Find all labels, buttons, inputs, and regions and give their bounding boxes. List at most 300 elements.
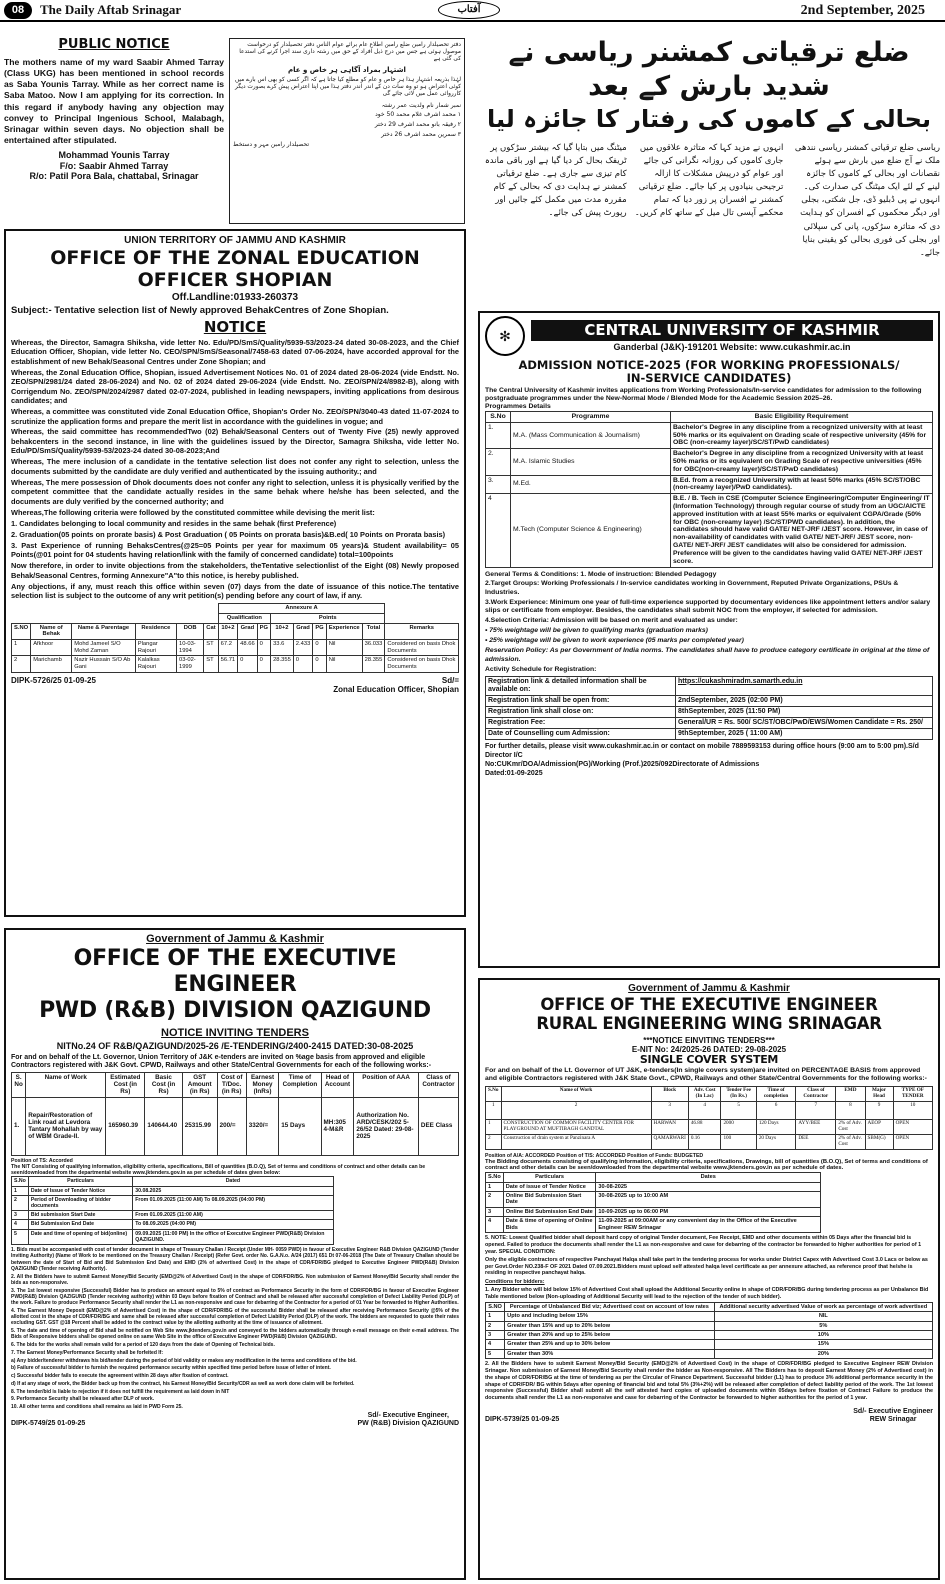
table-cell: ST xyxy=(204,656,218,672)
table-header: Class of Contractor xyxy=(796,1086,836,1101)
table-cell: Greater than 15% and up to 20% below xyxy=(505,1321,714,1330)
table-row xyxy=(486,1331,933,1340)
table-header: Time of Completion xyxy=(279,1072,321,1097)
table-cell: M.A. Islamic Studies xyxy=(511,449,671,475)
urdu-ad-row: ۳ سمرین محمد اشرف 26 دختر xyxy=(381,130,461,138)
table-cell: 0 xyxy=(313,656,326,672)
table-cell: 20% xyxy=(714,1349,932,1358)
cuk-terms xyxy=(485,571,933,675)
paper-name: The Daily Aftab Srinagar xyxy=(40,2,182,17)
urdu-ad-row: ۲ رفیقہ بانو محمد اشرف 29 دختر xyxy=(374,120,461,128)
table-row xyxy=(486,1134,933,1149)
table-cell: 5% xyxy=(714,1321,932,1330)
table-header: TYPE OF TENDER xyxy=(893,1086,932,1101)
table-header: Cat xyxy=(204,623,218,639)
column-number: 5 xyxy=(721,1101,756,1119)
pwd-condition: 8. The tender/bid is liable to rejection if it does not fulfill the requirement as laid down in NIT xyxy=(11,1388,230,1395)
cuk-term: Activity Schedule for Registration: xyxy=(485,665,597,673)
zeo-para: Any objections, if any, must reach this office within seven (07) days from the date of issuance of this notice.The tentative selection list is subject to the outcome of any writ petition(s) pending before any court of law, if any. xyxy=(11,581,459,600)
table-cell: 67.2 xyxy=(218,640,238,656)
table-cell: 11-09-2025 at 09:00AM or any convenient day in the Office of the Executive Engineer REW Srinagar xyxy=(596,1217,821,1233)
column-number: 3 xyxy=(651,1101,688,1119)
table-cell: 5 xyxy=(12,1229,29,1244)
table-row xyxy=(12,1097,459,1155)
rew-dipk: DIPK-5739/25 01-09-25 xyxy=(485,1415,560,1423)
table-cell: 120 Days xyxy=(756,1119,796,1134)
urdu-ad-intro: دفتر تحصیلدار رامبن ضلع رامبن اطلاع عام برائے عوام الناس دفتر تحصیلدار کو درخواست موصول ہوئی ہے جس میں درج ذیل افراد کے حق میں رشتہ داری سند اجرا کرنے کی استدعا کی گئی ہے xyxy=(239,42,461,62)
pwd-condition: 7. The Earnest Money/Performance Security shall be forfeited If: xyxy=(11,1349,163,1356)
table-cell: From 01.09.2025 (11:00 AM) To 08.09.2025 (04:00 PM) xyxy=(133,1195,333,1210)
rew-single-cover: SINGLE COVER SYSTEM xyxy=(639,1053,779,1067)
rew-nit-no: E-NIT No: 24/2025-26 DATED: 29-08-2025 xyxy=(631,1045,787,1055)
zeo-notice-heading: NOTICE xyxy=(203,317,267,336)
table-header: Programme xyxy=(511,411,671,422)
urdu-ad-heading: اشتہار بمراد آگاہی ہر خاص و عام xyxy=(288,65,406,74)
table-cell: ST xyxy=(204,640,218,656)
schedule-link[interactable]: https://cukashmiradm.samarth.edu.in xyxy=(676,676,933,695)
rew-sd: Sd/- Executive Engineer xyxy=(853,1407,933,1415)
pwd-schedule-table xyxy=(11,1176,334,1245)
table-header: Tender Fee (In Rs.) xyxy=(721,1086,756,1101)
table-row xyxy=(486,1191,821,1207)
table-row xyxy=(486,1119,933,1134)
cuk-term: 4.Selection Criteria: Admission will be based on merit and evaluated as under: xyxy=(485,617,738,625)
table-cell: Date of issue of Tender Notice xyxy=(503,1182,596,1191)
table-header: PG xyxy=(313,623,326,639)
column-number: 2 xyxy=(501,1101,651,1119)
table-cell: 20 Days xyxy=(756,1134,796,1149)
table-header: Basic Eligibility Requirement xyxy=(671,411,933,422)
pwd-condition: 9. Performance Security shall be released after DLP of work. xyxy=(11,1396,155,1403)
rew-signer: REW Srinagar xyxy=(869,1415,917,1423)
table-cell: Registration link shall close on: xyxy=(486,706,676,717)
zeo-landline: Off.Landline:01933-260373 xyxy=(171,292,299,304)
table-cell: 3 xyxy=(486,1207,504,1216)
table-cell: OPEN xyxy=(893,1119,932,1134)
table-cell: 4 xyxy=(12,1220,29,1229)
pwd-condition: c) Successful bidder fails to execute the agreement within 28 days after fixation of contract. xyxy=(11,1373,229,1380)
column-number: 7 xyxy=(796,1101,836,1119)
pwd-condition: 4. The Earnest Money Deposit (EMD@2% of Advertised Cost) in the shape of CDR/FDR/BG of the successful Bidder shall be released after receiving Performance Security @5% of the allotted cost in the shape of CDR/FDR/BG and same shall be released after successful completion of Defect Liability Period (DLP) of the work. The bidders are requested to quote their rates excluding GST. GST @18 Percent shall be added to the contract value by the allotting authority at the time of issuance of allotment. xyxy=(11,1307,459,1327)
cuk-footer: For further details, please visit www.cukashmir.ac.in or contact on mobile 7889593153 during office hours (9:00 am to 5:00 pm).S/d Director I/C xyxy=(485,743,919,760)
zeo-para: 1. Candidates belonging to local community and resides in the same behak (first Preference) xyxy=(11,518,337,528)
table-header: S.NO xyxy=(12,623,31,639)
table-cell: 25315.99 xyxy=(182,1097,217,1155)
pwd-works-table xyxy=(11,1072,459,1156)
rew-note: 1. Any Bidder who will bid below 15% of Advertised Cost shall upload the Additional Security online in shape of CDR/FDR/BG during tendering process as per Unbalance Bid Table mentioned below (Non-uploading of Additional Security will lead to the rejection of the tender of such bidder). xyxy=(485,1286,929,1300)
table-cell: MH:305 4-M&R xyxy=(321,1097,354,1155)
table-cell: Date of Counselling cum Admission: xyxy=(486,729,676,740)
table-cell: 10-09-2025 up to 06:00 PM xyxy=(596,1207,821,1216)
table-header: S.No xyxy=(12,1177,29,1186)
urdu-headline-1: ضلع ترقیاتی کمشنر ریاسی نے شدید بارش کے بعد xyxy=(508,37,910,102)
table-cell: 30.08.2025 xyxy=(133,1186,333,1195)
table-cell: 2.433 xyxy=(293,640,313,656)
column-number: 6 xyxy=(756,1101,796,1119)
cuk-term: 3.Work Experience: Minimum one year of full-time experience supported by documentary evidences like appointment letters and/or salary slips or certificate from employer. Besides, the candidates shall submit NOC from the employer, if selected for admission. xyxy=(485,598,931,615)
table-header-row xyxy=(12,623,459,639)
table-cell: 33.6 xyxy=(271,640,294,656)
pwd-condition: a) Any bidder/tenderer withdraws his bid/tender during the period of bid validity or makes any modification in the terms and conditions of the bid. xyxy=(11,1357,357,1364)
column-number: 9 xyxy=(865,1101,893,1119)
table-cell: 46.88 xyxy=(688,1119,721,1134)
table-cell: 03-02-1999 xyxy=(176,656,203,672)
table-cell: 2 xyxy=(486,1134,502,1149)
table-cell: Afkhoor xyxy=(31,640,72,656)
urdu-ad-row: نمبر شمار نام ولدیت عمر رشتہ xyxy=(381,101,461,109)
table-header: EMD xyxy=(836,1086,865,1101)
table-cell: 3320/= xyxy=(246,1097,279,1155)
cuk-notice-title-2: IN-SERVICE CANDIDATES) xyxy=(626,371,792,386)
table-header: Basic Cost (in Rs) xyxy=(145,1072,182,1097)
urdu-ad-row: ۱ محمد اشرف غلام محمد 50 خود xyxy=(375,111,461,119)
table-cell: 1 xyxy=(486,1119,502,1134)
rew-office-1: OFFICE OF THE EXECUTIVE ENGINEER xyxy=(540,994,878,1014)
urdu-headline-2: بحالی کے کاموں کی رفتار کا جائزہ لیا xyxy=(487,104,931,133)
table-cell: Construction of drain system at Panzinara A xyxy=(501,1134,651,1149)
paper-logo: آفتاب xyxy=(438,1,500,19)
table-header: Additional security advertised Value of work as percentage of work advertised xyxy=(714,1302,932,1311)
table-cell: 48.66 xyxy=(238,640,258,656)
table-cell: AYY/BEE xyxy=(796,1119,836,1134)
zeo-para: Now therefore, in order to invite objections from the stakeholders, theTentative selectionlist of the Eight (08) Newly proposed Behak/Seasonal Centres, forming Annexure"A"to this notice, is hereby published. xyxy=(11,561,459,580)
pwd-office-1: OFFICE OF THE EXECUTIVE ENGINEER xyxy=(73,945,397,998)
public-notice-body: The mothers name of my ward Saabir Ahmed Tarray (Class UKG) has been mentioned in school records as Saba Younis Tarray. While as her correct name is Saba Matoo. Now I am applying for its correction. In this regard if anybody having any objection may convey to Principal Ingenious School, Malabagh, Srinagar within seven days. No objection shall be entertained after stipulated. xyxy=(4,56,224,146)
table-cell: CONSTRUCTION OF COMMON FACILITY CENTER FOR PLAYGROUND AT MUFTIBAGH GANDTAL xyxy=(501,1119,651,1134)
rew-schedule-table xyxy=(485,1172,821,1233)
cuk-footer-ref: No:CUKmr/DOA/Admission(PG)/Working (Prof.)2025/092Directorate of Admissions xyxy=(485,761,760,769)
table-cell: AEOP xyxy=(865,1119,893,1134)
table-row xyxy=(486,695,933,706)
table-cell: 0 xyxy=(293,656,313,672)
table-cell: Greater than 25% and up to 30% below xyxy=(505,1340,714,1349)
table-row xyxy=(486,1340,933,1349)
table-cell: M.Tech (Computer Science & Engineering) xyxy=(511,494,671,567)
table-cell: Marichamb xyxy=(31,656,72,672)
table-row xyxy=(486,494,933,567)
table-row xyxy=(486,1312,933,1321)
table-header: Adv. Cost (In Lac) xyxy=(688,1086,721,1101)
table-cell: Bid submission Start Date xyxy=(28,1211,132,1220)
public-notice-sign1: Mohammad Younis Tarray xyxy=(58,150,170,161)
zeo-para: 2. Graduation(05 points on prorate basis) & Post Graduation ( 05 Points on prorata basis)&B.ed( 10 Points on Prorata basis) xyxy=(11,529,446,539)
zeo-para: Whereas, the Zonal Education Office, Shopian, issued Advertisement Notices No. 01 of 2024 dated 28-06-2024 (vide Endstt. No. ZEO/SPN/2981/24 dated 28-06-2024) and No. 02 of 2024 dated 29-06-2024 (vide Endstt. No. ZEO/SPN/24/8982-B), along with Corrigendum No. ZEO/SPN/2024/2987 dated 02-07-2024, published in leading newspapers, inviting applications from desirous candidates; and xyxy=(11,367,459,406)
table-cell: 9thSeptember, 2025 ( 11:00 AM) xyxy=(676,729,933,740)
table-header: PG xyxy=(257,623,270,639)
rew-note: Only the eligible contractors of respective Panchayat Halqa shall take part in the tendering process for works under District Capex with Advertised Cost 3.0 Lacs or below as per Govt.Order NO.238-F OF 2021 Dated 07.09.2021.Bidders must upload self attested halqa level certificate as per annexure attached, as reference proof that he/she is residing in respective panchayat halqa. xyxy=(485,1256,928,1277)
table-row xyxy=(12,640,459,656)
table-cell: Considered on basis Dhok Documents xyxy=(385,640,459,656)
urdu-ad-body: لہٰذا بذریعہ اشتہار ہذا ہر خاص و عام کو مطلع کیا جاتا ہے کہ اگر کسی کو بھی اس بارے میں کوئی اعتراض ہو تو وہ سات دن کے اندر اندر دفتر ہذا میں اپنا اعتراض پیش کرے بصورت دیگر کارروائی عمل میں لائی جائے گی xyxy=(234,76,461,97)
pwd-condition: 6. The bids for the works shall remain valid for a period of 120 days from the date of Opening of Technical bids. xyxy=(11,1342,275,1349)
table-cell: 3. xyxy=(486,475,511,494)
urdu-news-col: ریاسی ضلع ترقیاتی کمشنر ریاسی نندھی ملک نے آج ضلع میں بارش سے ہوئے نقصانات اور بحالی کے کاموں کا جائزہ لینے کے لئے ایک میٹنگ کی صدارت کی۔ انہوں نے پی ڈبلیو ڈی، جل شکتی، بجلی اور دیگر محکموں کے افسران کو ہدایت دی کہ متاثرہ سڑکوں، پانی کی سپلائی اور بجلی کی فوری بحالی کو یقینی بنایا جائے۔ xyxy=(794,142,940,258)
pwd-conditions xyxy=(11,1247,459,1410)
table-header: Residence xyxy=(135,623,176,639)
pwd-condition: 1. Bids must be accompanied with cost of tender document in shape of Treasury Challan / Receipt (Under MH- 0059 PWD) in favour of Executive Engineer R&B Division QAZIGUND (Tender Inviting Authority) (Name of Work to be mentioned on the Treasury Challan / Receipt) (Refer Govt. order No. G.A.N.o. A/24 (2017) 651 Dt 07-06-2018 (The Date of Treasury Challan should be between the date of Start of Bid and Bid Submission End Date) and EMD (2% of advertised Cost) in the shape of CDR/FDR/BG pledged to Executive Engineer PWD(R&B) Division QAZIGUND (Tender receiving Authority). xyxy=(11,1247,459,1272)
table-header: DOB xyxy=(176,623,203,639)
table-header: S.No xyxy=(486,1086,502,1101)
table-cell: Bachelor's Degree in any discipline from a recognized University with at least 50% marks or its equivalent on Grading Scale of respective universities (45% for OBC(non-creamy layer)/SC/ST/PwD candidates) xyxy=(671,449,933,475)
column-number: 4 xyxy=(688,1101,721,1119)
public-notice xyxy=(4,38,224,218)
table-cell: 2 xyxy=(12,656,31,672)
urdu-news-col: میٹنگ میں بتایا گیا کہ بیشتر سڑکوں پر ٹریفک بحال کر دیا گیا ہے اور باقی ماندہ کام تیزی سے جاری ہے۔ ضلع ترقیاتی کمشنر نے ہدایت دی کہ بحالی کے کام مقررہ مدت میں مکمل کئے جائیں اور رپورٹ پیش کی جائے۔ xyxy=(484,142,627,219)
rew-intro: For and on behalf of the Lt. Governor of UT J&K, e-tenders(In single covers system)are invited on PERCENTAGE BASIS from approved and eligible Contractors registered with J&K State Govt., CPWD, Railways and other State/Central Governments for the following works:- xyxy=(485,1067,927,1082)
rew-note: Conditions for bidders: xyxy=(485,1278,545,1285)
table-cell: 2 xyxy=(12,1195,29,1210)
table-cell: 3 xyxy=(12,1211,29,1220)
cuk-dated: Dated:01-09-2025 xyxy=(485,770,543,778)
table-cell: 1 xyxy=(12,640,31,656)
table-cell: Registration link shall be open from: xyxy=(486,695,676,706)
zeo-signer: Zonal Education Officer, Shopian xyxy=(333,684,459,694)
rew-gov: Government of Jammu & Kashmir xyxy=(628,983,790,994)
table-cell: B.Ed. from a recognized University with at least 50% marks (45% SC/ST/OBC (non-creamy layer)/PwD candidates). xyxy=(671,475,933,494)
cuk-prog-details: Programmes Details xyxy=(485,403,551,411)
table-cell: OPEN xyxy=(893,1134,932,1149)
table-row xyxy=(486,1349,933,1358)
pwd-sd: Sd/- Executive Engineer, xyxy=(367,1411,449,1419)
table-cell: To 08.09.2025 (04:00 PM) xyxy=(133,1220,333,1229)
public-notice-sign2: F/o: Saabir Ahmed Tarray xyxy=(59,160,169,171)
university-emblem-icon: ✻ xyxy=(485,316,525,356)
table-cell: 09.09.2025 (11:00 PM) In the office of Executive Engineer PWD(R&B) Division QAZIGUND. xyxy=(133,1229,333,1244)
table-cell: Online Bid Submission Start Date xyxy=(503,1191,596,1207)
table-header: Remarks xyxy=(385,623,459,639)
rew-bidding: The Bidding documents consisting of qualifying information, eligibility criteria, specifications, Drawings, bill of quantities (B.O.Q), Set of terms and conditions of contract and other details can be seen/downloaded from the departmental website www.jktenders.gov.in as per schedule of dates. xyxy=(485,1158,928,1172)
table-row xyxy=(12,1186,334,1195)
table-cell: 4 xyxy=(486,1217,504,1233)
table-row xyxy=(12,1211,334,1220)
zeo-sd: Sd/= xyxy=(441,675,459,685)
table-cell: Date of Issue of Tender Notice xyxy=(28,1186,132,1195)
zeo-subject: Subject:- Tentative selection list of Newly approved BehakCentres of Zone Shopian. xyxy=(11,304,389,316)
table-header: S. No xyxy=(12,1072,26,1097)
pwd-nit-title: NOTICE INVITING TENDERS xyxy=(161,1026,309,1039)
zeo-body xyxy=(11,338,459,601)
zeo-dipk: DIPK-5726/25 01-09-25 xyxy=(11,675,96,685)
pwd-condition: 2. All the Bidders have to submit Earnest Money/Bid Security (EMD@2% of Advertised Cost) in the shape of CDR/FDR/BG. Non submission of Earnest Money/Bid Security shall render the bids as non-responsive. xyxy=(11,1273,459,1286)
table-cell: 5 xyxy=(486,1349,505,1358)
table-header: 10+2 xyxy=(218,623,238,639)
rew-works-table xyxy=(485,1086,933,1150)
table-cell: 15 Days xyxy=(279,1097,321,1155)
table-cell: Greater than 30% xyxy=(505,1349,714,1358)
table-cell: Nazir Hussain S/O Ab Gani xyxy=(72,656,135,672)
table-header: S.No xyxy=(486,411,511,422)
table-cell: 1 xyxy=(12,1186,29,1195)
table-header: Percentage of Unbalanced Bid viz; Advertised cost on account of low rates xyxy=(505,1302,714,1311)
table-row xyxy=(486,1217,821,1233)
pwd-condition: 5. The date and time of opening of Bid shall be notified on Web Site www.jktenders.gov.in and conveyed to the bidders automatically through e-mail message on their e-mail address. The Bids of Responsive bidders shall be opened online on same Web Site in the office of Executive Engineer PWD(R&B) Division QAZIGUND. xyxy=(11,1328,459,1341)
cuk-term: 2.Target Groups: Working Professionals / In-service candidates working in Government, Reputed Private Organizations, PSUs & Industries. xyxy=(485,580,899,596)
table-cell: Nil xyxy=(326,656,362,672)
zeo-para: Whereas, The mere possession of Dhok documents does not confer any right to selection, unless it is physically verified by the competent committee that the candidate actually resides in the same behak where he/she has been selected, and the documents are duly verified by the concerned authority; and xyxy=(11,477,459,506)
cuk-name: CENTRAL UNIVERSITY OF KASHMIR xyxy=(531,320,933,341)
table-cell: 10-03-1994 xyxy=(176,640,203,656)
table-cell: Date & time of opening of Online Bids xyxy=(503,1217,596,1233)
urdu-ad-footer: تحصیلدار رامبن مہر و دستخط xyxy=(233,141,310,149)
urdu-ad xyxy=(229,38,465,224)
zeo-para: Whereas, the said committee has recommendedTwo (02) Behak/Seasonal Centers out of Twenty Five (25) newly approved behakcenters in the second instance, in line with the guidelines issued by the Director, Samagra Shiksha, vide letter No. Edu/PD/SmS/Quality/5939-53/2023-24 dated 30-08-2023;And xyxy=(11,427,459,456)
rew-note: 5. NOTE: Lowest Qualified bidder shall deposit hard copy of original Tender document, Fee Receipt, EMD and other documents within 05 Days after the financial bid is opened. Failed to produce the documents shall render the L1 as non-responsive and case for debarring of the contractor be forwarded to higher authorities for period of 1 year. SPECIAL CONDITION: xyxy=(485,1235,922,1255)
column-number: 8 xyxy=(836,1101,865,1119)
zeo-para: Whereas,The following criteria were followed by the constituted committee while devising the merit list: xyxy=(11,507,375,517)
table-row xyxy=(486,706,933,717)
table-cell: 100 xyxy=(721,1134,756,1149)
column-number: 1 xyxy=(486,1101,502,1119)
table-header: Estimated Cost (in Rs) xyxy=(106,1072,145,1097)
zeo-annexure-table xyxy=(11,603,459,672)
masthead xyxy=(0,0,945,22)
rew-unbalanced-table xyxy=(485,1302,933,1360)
table-row xyxy=(486,422,933,448)
pwd-dipk: DIPK-5749/25 01-09-25 xyxy=(11,1419,86,1427)
table-cell: Repair/Restoration of Link road at Levdora Tantary Mohallah by way of WBM Grade-II. xyxy=(26,1097,106,1155)
table-cell: 2% of Adv. Cost xyxy=(836,1134,865,1149)
table-header: S.NO xyxy=(486,1302,505,1311)
table-cell: 2 xyxy=(486,1191,504,1207)
table-header: Name of Work xyxy=(501,1086,651,1101)
table-cell: From 01.09.2025 (11:00 AM) xyxy=(133,1211,333,1220)
table-cell: 15% xyxy=(714,1340,932,1349)
table-cell: Registration Fee: xyxy=(486,718,676,729)
table-header: Position of AAA xyxy=(354,1072,419,1097)
table-cell: 56.71 xyxy=(218,656,238,672)
table-header: Head of Account xyxy=(321,1072,354,1097)
zeo-para: 3. Past Experience of running BehaksCentres(@25=05 Points per year for maximum 05 years)& Student availability= 05 Points(@01 point for 04 students having relation/link with the family of concerned candidate) total=100points xyxy=(11,540,459,560)
table-row xyxy=(486,718,933,729)
table-header: GST Amount (in Rs) xyxy=(182,1072,217,1097)
page-number: 08 xyxy=(4,2,32,19)
table-header: Grad xyxy=(238,623,258,639)
table-header: Experience xyxy=(326,623,362,639)
table-header: 10+2 xyxy=(271,623,294,639)
table-cell: 1. xyxy=(486,422,511,448)
cuk-term: General Terms & Conditions: 1. Mode of instruction: Blended Pedagogy xyxy=(485,570,717,578)
pwd-condition: d) If at any stage of work, the Bidder back up from the contract, his Earnest Money/Bid Security/CDR as well as work done claim will be forfeited. xyxy=(11,1380,355,1387)
cuk-term: • 75% weightage will be given to qualifying marks (graduation marks) xyxy=(485,627,708,635)
pwd-signer: PW (R&B) Division QAZIGUND xyxy=(357,1419,459,1427)
table-cell: Considered on basis Dhok Documents xyxy=(385,656,459,672)
rew-notes-2: 2. All the Bidders have to submit Earnest Money/Bid Security (EMD@2% of Advertised Cost) in the shape of CDR/FDR/BG pledged to Executive Engineer REW Division Srinagar. Non submission of Earnest Money/Bid Security shall render the bidder as Non-responsive. All The Bidders has to deposit Earnest Money (2% of Advertised cost) in the shape of CDR/FDR/BG at the time of tendering as per the Circular of Finance Department. Successful bidder (L1) has to produce 3% additional performance security in the shape of CDR/FDR/ BG within 5days after opening of financial bid and total 5% (3%+2%) will be released after completion of defect liability period of the work. The 1st lowest responsive (Successful) Bidder shall submit all the self attested hard copies of uploaded documents within 05days before fixation of Contract Failure to produce the documents shall render the L1 as non-responsive and case for debarring of the Contractor be forwarded to higher authorities for the period of 1 year. xyxy=(485,1361,933,1402)
table-cell: 8thSeptember, 2025 (11:50 PM) xyxy=(676,706,933,717)
pwd-office-2: PWD (R&B) DIVISION QAZIGUND xyxy=(39,998,431,1024)
table-header: Total xyxy=(362,623,385,639)
pwd-condition: 10. All other terms and conditions shall remains as laid in PWD Form 25. xyxy=(11,1404,183,1411)
zeo-office: OFFICE OF THE ZONAL EDUCATION OFFICER SHOPIAN xyxy=(50,246,420,292)
table-cell: 2 xyxy=(486,1321,505,1330)
zeo-qualification-label: Qualification xyxy=(218,614,270,624)
table-cell: 1 xyxy=(486,1182,504,1191)
table-cell: 10% xyxy=(714,1331,932,1340)
table-cell: M.Ed. xyxy=(511,475,671,494)
zeo-annexure-label: Annexure A xyxy=(218,604,385,614)
table-header: Dated xyxy=(133,1177,333,1186)
table-cell: Bachelor's Degree in any discipline from a recognized university with at least 50% marks or its equivalent on Grading scale of respective university (45% for OBC (non-creamy layer)/SC/ST/PwD candidates) xyxy=(671,422,933,448)
table-row xyxy=(12,1220,334,1229)
table-cell: Greater than 20% and up to 25% below xyxy=(505,1331,714,1340)
table-header: Cost of T/Doc. (in Rs) xyxy=(217,1072,246,1097)
table-row xyxy=(486,1207,821,1216)
table-cell: 1. xyxy=(12,1097,26,1155)
table-header: Particulars xyxy=(28,1177,132,1186)
table-cell: NIL xyxy=(714,1312,932,1321)
cuk-address: Ganderbal (J&K)-191201 Website: www.cukashmir.ac.in xyxy=(613,341,851,352)
table-cell: 4 xyxy=(486,1340,505,1349)
pwd-condition: b) Failure of successful bidder to furnish the required performance security within specified time period before issue of letter of intent. xyxy=(11,1365,331,1372)
cuk-intro: The Central University of Kashmir invites applications from Working Professionals/In-service candidates for admission to the following postgraduate programmes under the New-Normal Mode / Blended Mode for the Academic Session 2025–26. xyxy=(485,387,922,403)
cuk-schedule-table xyxy=(485,676,933,740)
table-cell: Registration link & detailed information shall be available on: xyxy=(486,676,676,695)
table-header: Particulars xyxy=(503,1173,596,1182)
table-header: Block xyxy=(651,1086,688,1101)
table-cell: 28.355 xyxy=(271,656,294,672)
table-cell: Plangar Rajouri xyxy=(135,640,176,656)
rew-notes xyxy=(485,1235,933,1300)
table-row xyxy=(486,475,933,494)
table-row xyxy=(486,449,933,475)
table-row xyxy=(12,656,459,672)
table-header: Dates xyxy=(596,1173,821,1182)
table-cell: DEE xyxy=(796,1134,836,1149)
table-row xyxy=(486,676,933,695)
table-cell: 140644.40 xyxy=(145,1097,182,1155)
table-cell: 30-08-2025 xyxy=(596,1182,821,1191)
zeo-ut: UNION TERRITORY OF JAMMU AND KASHMIR xyxy=(124,235,346,246)
table-cell: DEE Class xyxy=(418,1097,458,1155)
urdu-news-col: انہوں نے مزید کہا کہ متاثرہ علاقوں میں جاری کاموں کی روزانہ نگرانی کی جائے اور عوام کو درپیش مشکلات کا ازالہ ترجیحی بنیادوں پر کیا جائے۔ ضلع ترقیاتی کمشنر نے افسران پر زور دیا کہ تمام محکمے آپسی تال میل کے ساتھ کام کریں۔ xyxy=(634,142,784,219)
table-cell: 28.355 xyxy=(362,656,385,672)
table-header: Class of Contractor xyxy=(418,1072,458,1097)
pwd-nit-no: NITNo.24 OF R&B/QAZIGUND/2025-26 /E-TENDERING/2400-2415 DATED:30-08-2025 xyxy=(56,1041,414,1052)
table-cell: Upto and including below 15% xyxy=(505,1312,714,1321)
table-cell: Period of Downloading of bidder documents xyxy=(28,1195,132,1210)
table-cell: 165960.39 xyxy=(106,1097,145,1155)
pwd-intro: For and on behalf of the Lt. Governor, Union Territory of J&K e-tenders are invited on %age basis from approved and eligible Contractors registered with J&K Govt. CPWD, Railways and other State/Central Governments for each of the following works:- xyxy=(11,1053,432,1069)
table-header: Major Head xyxy=(865,1086,893,1101)
table-cell: Online Bid Submission End Date xyxy=(503,1207,596,1216)
table-row xyxy=(12,1195,334,1210)
cuk-notice xyxy=(478,311,940,968)
table-cell: SBM(G) xyxy=(865,1134,893,1149)
table-cell: 0 xyxy=(238,656,258,672)
table-cell: M.A. (Mass Communication & Journalism) xyxy=(511,422,671,448)
cuk-notice-title-1: ADMISSION NOTICE-2025 (FOR WORKING PROFESSIONALS/ xyxy=(518,358,900,372)
zeo-para: Whereas, a committee was constituted vide Zonal Education Office, Shopian's Order No. ZEO/SPN/3040-43 dated 11-07-2024 to scrutinize the application forms and prepare the merit list in accordance with the guidelines in vogue; and xyxy=(11,407,459,426)
table-row xyxy=(486,1182,821,1191)
pwd-condition: 3. The 1st lowest responsive (Successful) Bidder has to produce an amount equal to 5% of contract as Performance Security in the form of CDR/FDR/BG in favour of Executive Engineer PWD(R&B) Division QAZIGUND (Tender receiving authority) within 03 Days before fixation of Contract and shall be released after successful completion of Defect Liability Period (DLP) of the work. Failure to produce Performance Security shall render the L1 as non-responsive and case for debarring of the Contractor for a period of 01 Year be forwarded to Higher Authorities. xyxy=(11,1287,459,1307)
table-header: S.No xyxy=(486,1173,504,1182)
table-cell: Mohd Jameel S/O Mohd Zaman xyxy=(72,640,135,656)
zeo-points-label: Points xyxy=(271,614,385,624)
rew-tender xyxy=(478,978,940,1580)
table-cell: 0 xyxy=(313,640,326,656)
cuk-programmes-table xyxy=(485,411,933,568)
table-cell: 2. xyxy=(486,449,511,475)
rew-position: Position of A/A: ACCORDED Position of T/S: ACCORDED Position of Funds: BUDGETED xyxy=(485,1152,704,1159)
rew-office-2: RURAL ENGINEERING WING SRINAGAR xyxy=(536,1014,882,1034)
zeo-para: Whereas, the Director, Samagra Shiksha, vide letter No. Edu/PD/SmS/Quality/5939-53/2023-24 dated 30-08-2023, and the Chief Education Officer, Shopian, vide letter No. CEO/SPN/SmS/Seasonal/7458-63 dated 07-06-2024, have accorded approval for the establishment of new Behak/Seasonal Centres under Zone Shopian; and xyxy=(11,337,459,366)
table-cell: QAMARWARI xyxy=(651,1134,688,1149)
table-cell: Kalalkas Rajouri xyxy=(135,656,176,672)
urdu-ad-table xyxy=(233,101,461,139)
table-cell: General/UR = Rs. 500/ SC/ST/OBC/PwD/EWS/Women Candidate = Rs. 250/ xyxy=(676,718,933,729)
table-header: Name & Parentage xyxy=(72,623,135,639)
table-cell: 1 xyxy=(486,1312,505,1321)
table-cell: 2000 xyxy=(721,1119,756,1134)
